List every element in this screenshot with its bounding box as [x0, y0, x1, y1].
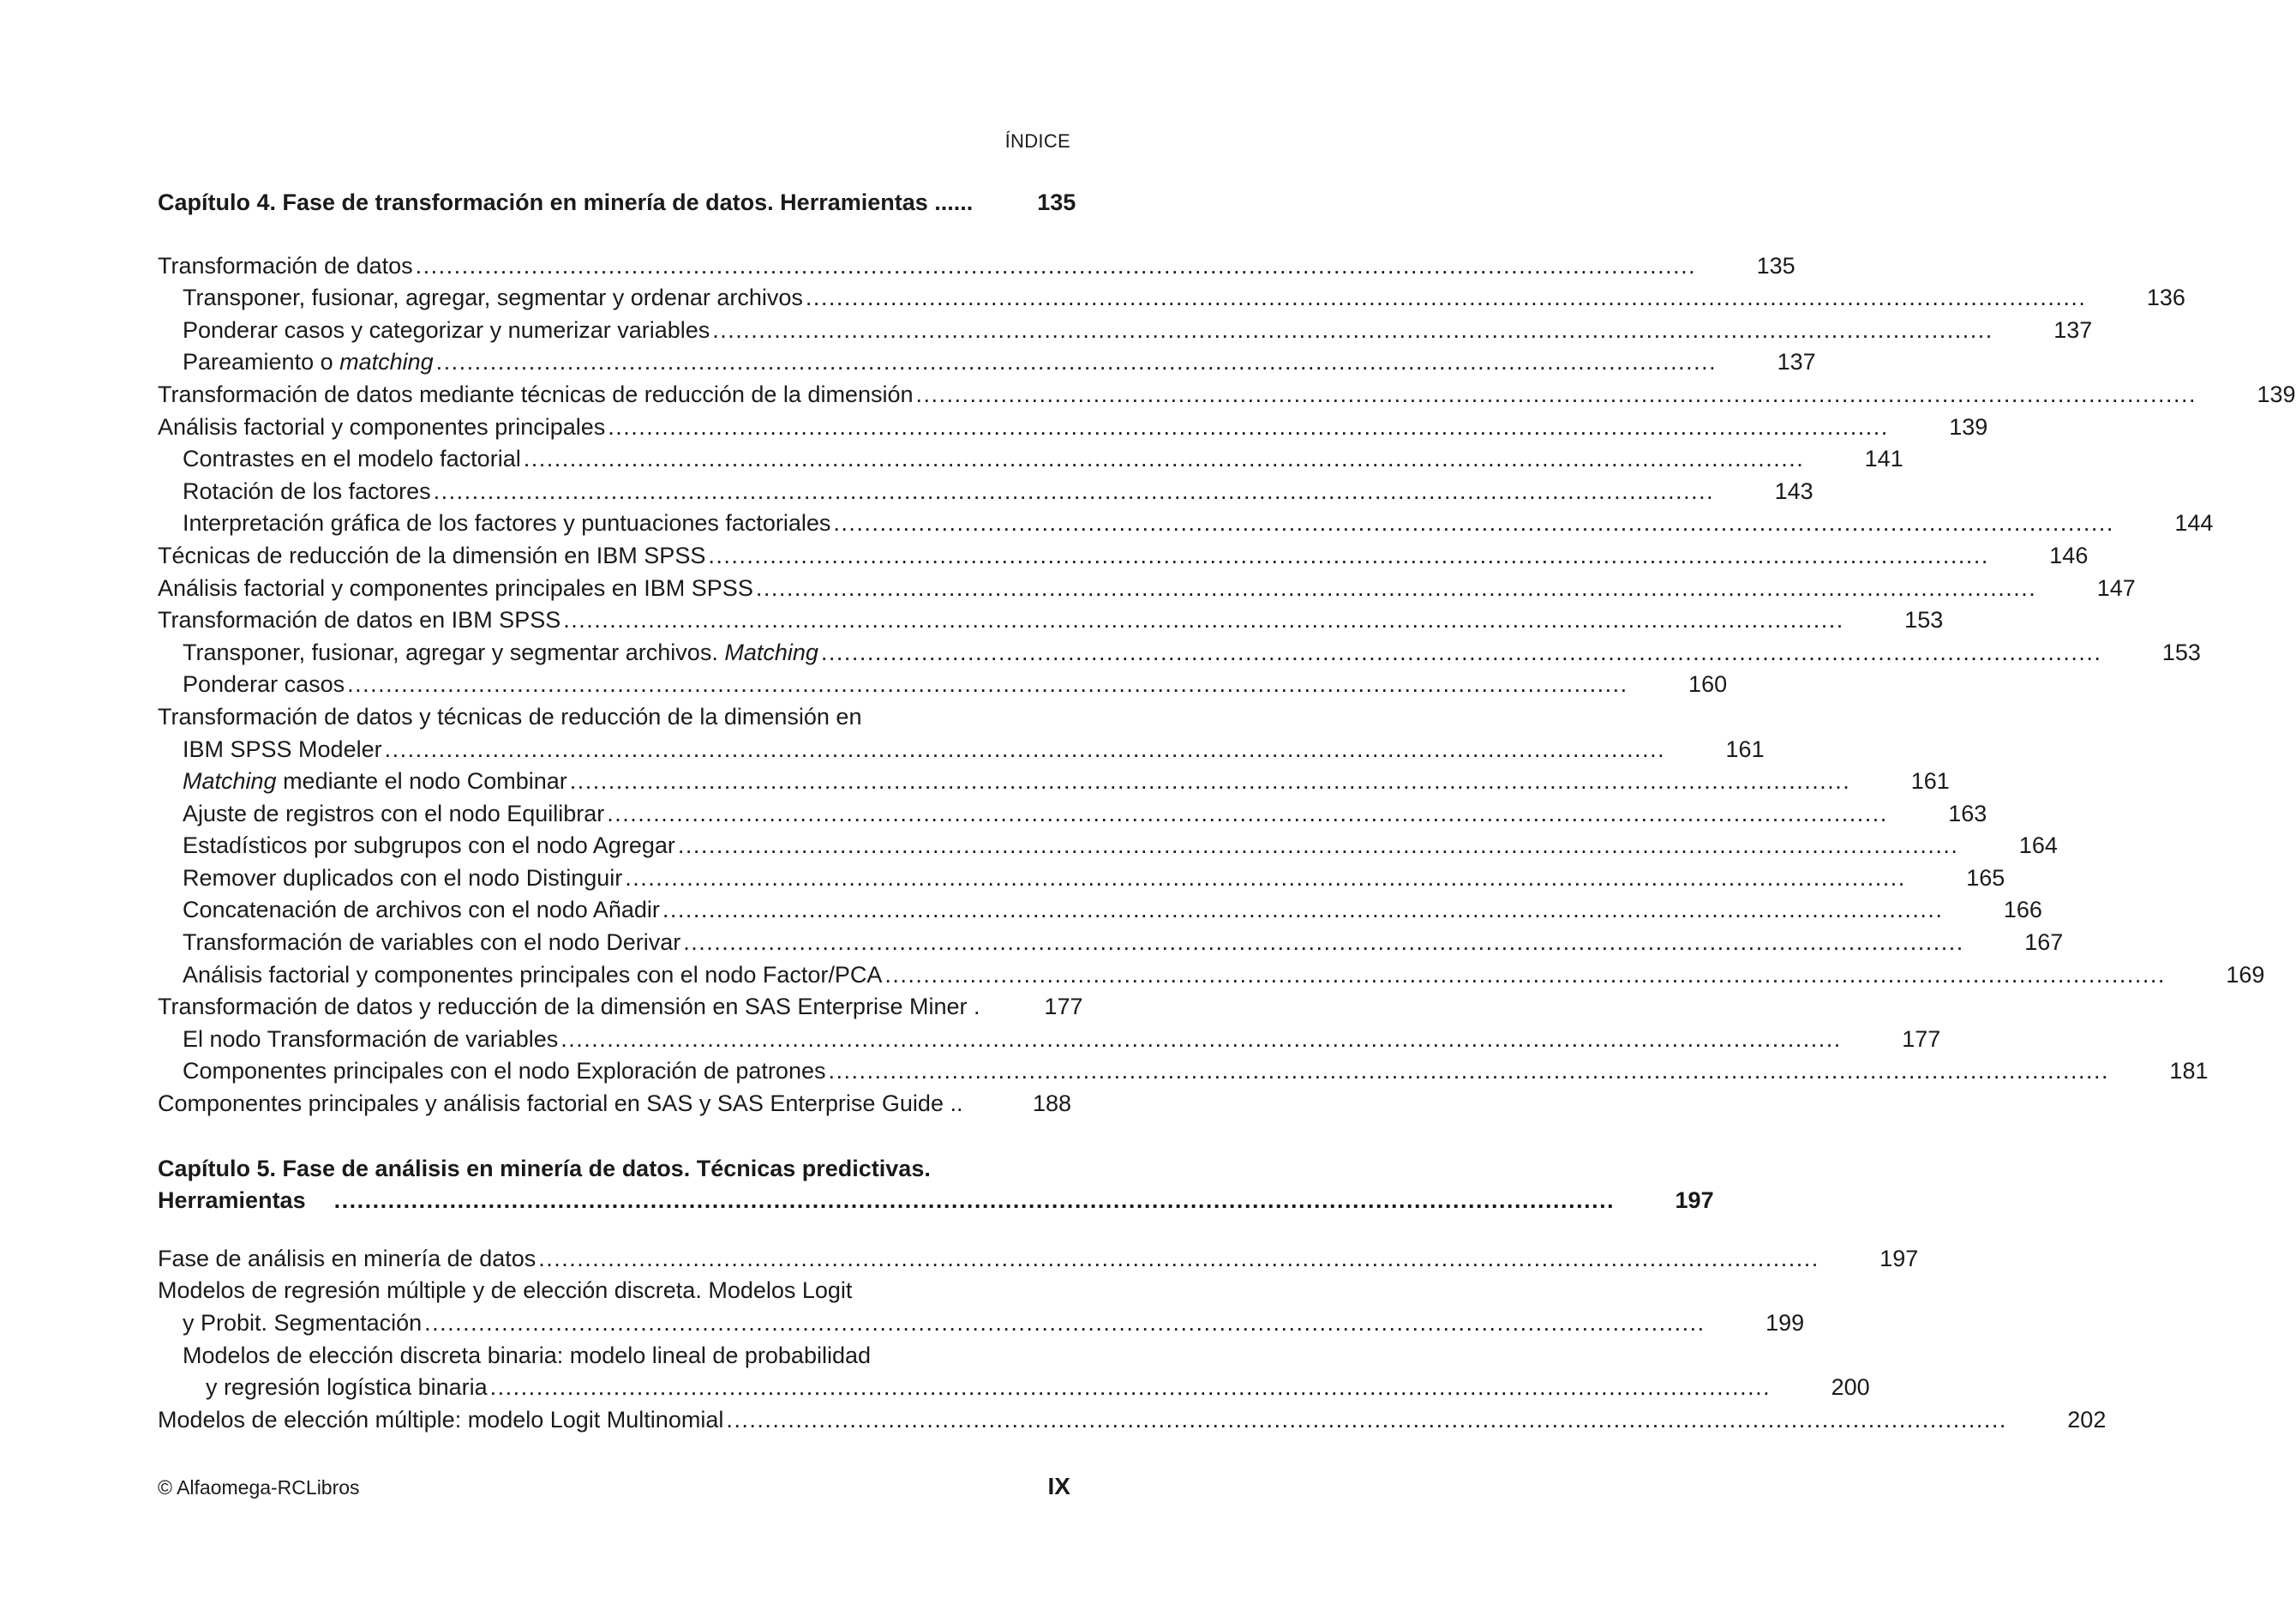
- entry-title: y regresión logística binaria: [206, 1374, 488, 1401]
- running-header: ÍNDICE: [1004, 130, 1070, 152]
- entry-title: Ponderar casos y categorizar y numerizar variables: [183, 316, 710, 343]
- chapter-title: Capítulo 4. Fase de transformación en minería de datos. Herramientas ......: [158, 189, 974, 215]
- toc-entry: [158, 443, 1903, 476]
- chapter-title: Herramientas: [158, 1187, 306, 1214]
- toc-entry: [158, 959, 2265, 992]
- page-number: 135: [1756, 252, 1795, 279]
- page-number: 197: [1879, 1245, 1919, 1271]
- toc-entry: [158, 412, 1988, 444]
- entry-title: Análisis factorial y componentes principales: [158, 413, 606, 440]
- entry-title-part: mediante el nodo Combinar: [276, 768, 567, 795]
- page-number: 146: [2049, 542, 2089, 568]
- page-number-footer: IX: [1047, 1473, 1070, 1499]
- entry-title: IBM SPSS Modeler: [183, 736, 382, 762]
- page-number: 161: [1910, 768, 1950, 795]
- page-number: 169: [2226, 961, 2265, 988]
- toc-entry: [158, 604, 1944, 637]
- entry-title-part: Transponer, fusionar, agregar y segmentar archivos.: [183, 639, 725, 665]
- page-number: 139: [2257, 381, 2296, 407]
- toc-entry: [158, 573, 2136, 605]
- page-number: 153: [2161, 639, 2201, 665]
- entry-title: Transformación de datos en IBM SPSS: [158, 607, 561, 634]
- copyright-footer: © Alfaomega-RCLibros: [158, 1476, 360, 1499]
- entry-title: [183, 766, 567, 798]
- toc-entry: [158, 1275, 1071, 1307]
- page-number: 139: [1949, 413, 1988, 440]
- page-number: 163: [1948, 800, 1987, 826]
- toc-entry: [158, 1340, 1071, 1373]
- entry-title: Fase de análisis en minería de datos: [158, 1245, 537, 1271]
- page-number: 143: [1774, 478, 1813, 504]
- toc-entry: [158, 766, 1950, 798]
- entry-title: y Probit. Segmentación: [183, 1310, 423, 1336]
- entry-title: El nodo Transformación de variables: [183, 1025, 559, 1052]
- toc-entry: [158, 894, 2042, 927]
- entry-title-italic: Matching: [183, 768, 277, 795]
- page-number: 136: [2146, 285, 2185, 311]
- entry-title: Ajuste de registros con el nodo Equilibrar: [183, 800, 605, 826]
- page-number: 135: [1037, 189, 1076, 215]
- entry-title: Transponer, fusionar, agregar, segmentar y ordenar archivos: [183, 285, 803, 311]
- entry-title-part: Pareamiento o: [183, 349, 340, 375]
- entry-title: Transformación de datos mediante técnicas de reducción de la dimensión: [158, 381, 914, 407]
- toc-entry: [158, 991, 1083, 1024]
- toc-entry: [158, 1307, 1805, 1340]
- toc-entry: [158, 1055, 2209, 1088]
- chapter-4-heading: [158, 187, 1076, 219]
- entry-title: Modelos de elección discreta binaria: modelo lineal de probabilidad: [183, 1342, 871, 1368]
- entry-title: Análisis factorial y componentes principales en IBM SPSS: [158, 574, 753, 601]
- toc-entry: [158, 927, 2064, 959]
- entry-title: Transformación de datos: [158, 252, 413, 279]
- page-number: 141: [1864, 446, 1903, 472]
- entry-title: Análisis factorial y componentes principales con el nodo Factor/PCA: [183, 961, 883, 988]
- entry-title: Componentes principales y análisis factorial en SAS y SAS Enterprise Guide ..: [158, 1090, 963, 1117]
- toc-entry: [158, 1088, 1071, 1120]
- page-number: 160: [1688, 671, 1728, 698]
- entry-title: Transformación de variables con el nodo Derivar: [183, 929, 681, 956]
- toc-entry: [158, 540, 2089, 573]
- toc-entry: [158, 1372, 1870, 1404]
- chapter-title: Capítulo 5. Fase de análisis en minería de datos. Técnicas predictivas.: [158, 1155, 931, 1181]
- toc-entry: [158, 1243, 1919, 1276]
- toc-entry: [158, 315, 2093, 347]
- entry-title: Modelos de regresión múltiple y de elección discreta. Modelos Logit: [158, 1277, 853, 1304]
- entry-title-italic: Matching: [724, 639, 818, 665]
- toc-entry: [158, 798, 1987, 831]
- toc-entry: [158, 282, 2185, 315]
- entry-title: Modelos de elección múltiple: modelo Logit Multinomial: [158, 1406, 724, 1433]
- entry-title: Componentes principales con el nodo Exploración de patrones: [183, 1058, 826, 1084]
- page-number: 144: [2174, 510, 2214, 537]
- toc-entry: [158, 734, 1765, 766]
- page-number: 161: [1725, 736, 1765, 762]
- toc-entry: [158, 1404, 2107, 1437]
- entry-title: Interpretación gráfica de los factores y puntuaciones factoriales: [183, 510, 831, 537]
- entry-title: Contrastes en el modelo factorial: [183, 446, 521, 472]
- entry-title: Transformación de datos y reducción de la dimensión en SAS Enterprise Miner .: [158, 994, 980, 1020]
- chapter-5-heading: [158, 1153, 1071, 1186]
- entry-title: [183, 346, 434, 379]
- page-number: 153: [1904, 607, 1944, 634]
- page-number: 177: [1902, 1025, 1941, 1052]
- toc-entry: [158, 637, 2201, 670]
- toc-entry: [158, 250, 1795, 283]
- toc-entry: [158, 508, 2214, 540]
- toc-entry: [158, 701, 1071, 734]
- page-number: 177: [1044, 994, 1083, 1020]
- entry-title: Rotación de los factores: [183, 478, 431, 504]
- entry-title: Concatenación de archivos con el nodo Añadir: [183, 897, 660, 923]
- entry-title-italic: matching: [339, 349, 434, 375]
- chapter-5-heading-cont: [158, 1185, 1714, 1217]
- toc-entry: [158, 862, 2005, 895]
- entry-title: Ponderar casos: [183, 671, 345, 698]
- toc-entry: [158, 1024, 1941, 1056]
- page-number: 199: [1765, 1310, 1805, 1336]
- page-number: 188: [1032, 1090, 1071, 1117]
- page-number: 181: [2169, 1058, 2209, 1084]
- page-number: 165: [1966, 864, 2005, 891]
- entry-title: [183, 637, 818, 670]
- page-number: 164: [2018, 832, 2058, 859]
- page-number: 166: [2003, 897, 2042, 923]
- toc-entry: [158, 346, 1816, 379]
- table-of-contents: [158, 187, 2296, 1436]
- toc-entry: [158, 379, 2296, 412]
- page-number: 200: [1831, 1374, 1870, 1401]
- entry-title: Remover duplicados con el nodo Distinguir: [183, 864, 623, 891]
- page-number: 147: [2096, 574, 2136, 601]
- page-number: 137: [2053, 316, 2093, 343]
- entry-title: Transformación de datos y técnicas de reducción de la dimensión en: [158, 703, 862, 730]
- page-number: 167: [2024, 929, 2064, 956]
- toc-entry: [158, 830, 2058, 862]
- page-number: 137: [1777, 349, 1816, 375]
- page-number: 197: [1675, 1187, 1714, 1214]
- entry-title: Estadísticos por subgrupos con el nodo Agregar: [183, 832, 675, 859]
- toc-entry: [158, 476, 1813, 508]
- toc-entry: [158, 669, 1728, 701]
- entry-title: Técnicas de reducción de la dimensión en IBM SPSS: [158, 542, 706, 568]
- page-number: 202: [2067, 1406, 2107, 1433]
